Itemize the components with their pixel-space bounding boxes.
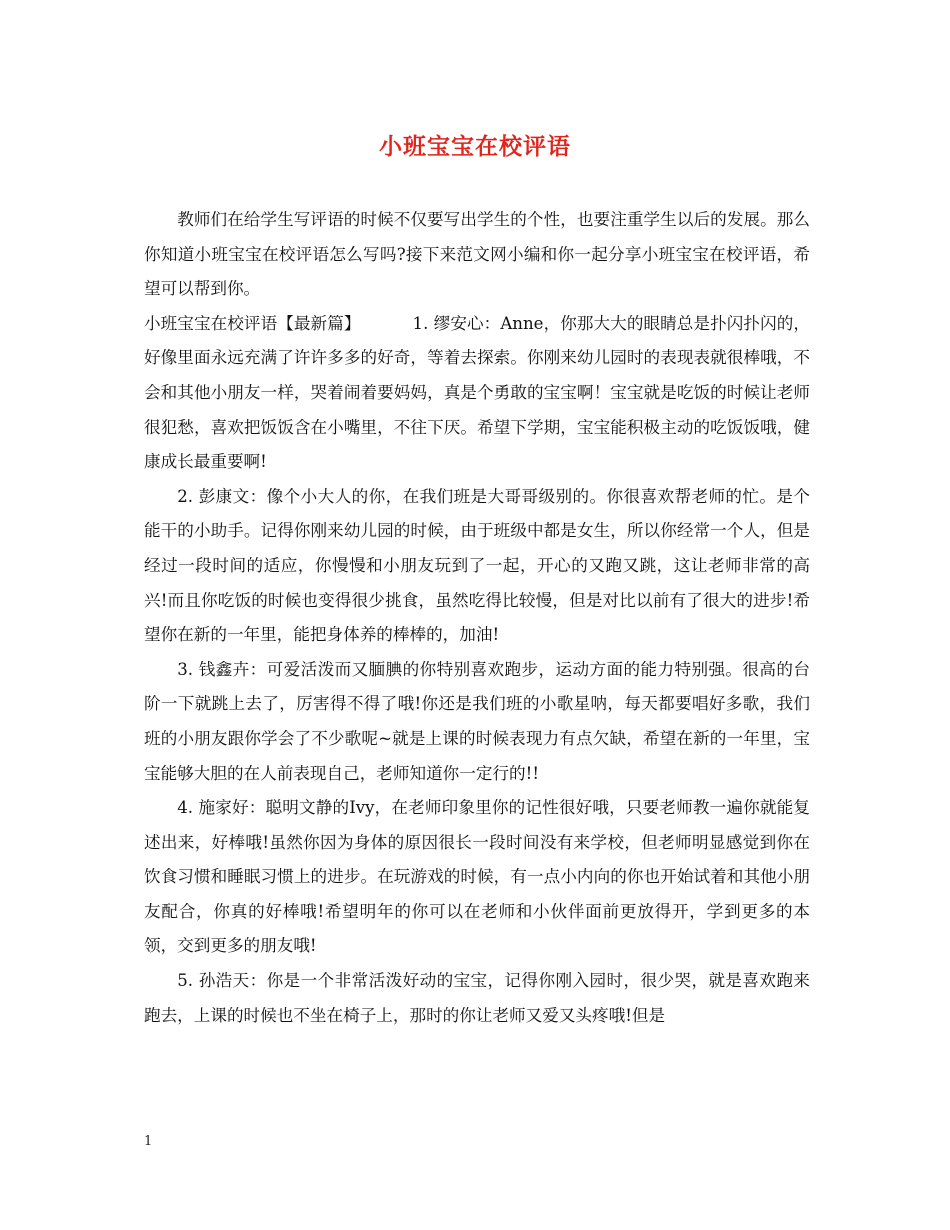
intro-paragraph: 教师们在给学生写评语的时候不仅要写出学生的个性，也要注重学生以后的发展。那么你知道小班宝宝在校评语怎么写吗?接下来范文网小编和你一起分享小班宝宝在校评语，希望可以帮到你。 <box>144 210 810 299</box>
page-number: 1 <box>144 1134 153 1149</box>
comment-item-5: 5. 孙浩天：你是一个非常活泼好动的宝宝，记得你刚入园时，很少哭，就是喜欢跑来跑去，上课的时候也不坐在椅子上，那时的你让老师又爱又头疼哦!但是 <box>144 971 810 1025</box>
comment-item-1: 1. 缪安心：Anne，你那大大的眼睛总是扑闪扑闪的，好像里面永远充满了许许多多的好奇，等着去探索。你刚来幼儿园时的表现表就很棒哦，不会和其他小朋友一样，哭着闹着要妈妈，真是个勇敢的宝宝啊！宝宝就是吃饭的时候让老师很犯愁，喜欢把饭饭含在小嘴里，不往下厌。希望下学期，宝宝能积极主动的吃饭饭哦，健康成长最重要啊! <box>144 313 810 472</box>
comment-item-2: 2. 彭康文：像个小大人的你，在我们班是大哥哥级别的。你很喜欢帮老师的忙。是个能干的小助手。记得你刚来幼儿园的时候，由于班级中都是女生，所以你经常一个人，但是经过一段时间的适应，你慢慢和小朋友玩到了一起，开心的又跑又跳，这让老师非常的高兴!而且你吃饭的时候也变得很少挑食，虽然吃得比较慢，但是对比以前有了很大的进步!希望你在新的一年里，能把身体养的棒棒的，加油! <box>144 486 810 645</box>
document-body <box>144 203 810 1033</box>
subheading-paragraph <box>144 307 810 480</box>
document-title: 小班宝宝在校评语 <box>379 133 571 160</box>
section-subheading: 小班宝宝在校评语【最新篇】 <box>144 313 361 333</box>
comment-item-3: 3. 钱鑫卉：可爱活泼而又腼腆的你特别喜欢跑步，运动方面的能力特别强。很高的台阶一下就跳上去了，厉害得不得了哦!你还是我们班的小歌星呐，每天都要唱好多歌，我们班的小朋友跟你学会了不少歌呢~就是上课的时候表现力有点欠缺，希望在新的一年里，宝宝能够大胆的在人前表现自己，老师知道你一定行的!! <box>144 659 810 783</box>
comment-item-4: 4. 施家好：聪明文静的Ivy，在老师印象里你的记性很好哦，只要老师教一遍你就能复述出来，好棒哦!虽然你因为身体的原因很长一段时间没有来学校，但老师明显感觉到你在饮食习惯和睡眠习惯上的进步。在玩游戏的时候，有一点小内向的你也开始试着和其他小朋友配合，你真的好棒哦!希望明年的你可以在老师和小伙伴面前更放得开，学到更多的本领，交到更多的朋友哦! <box>144 798 810 956</box>
